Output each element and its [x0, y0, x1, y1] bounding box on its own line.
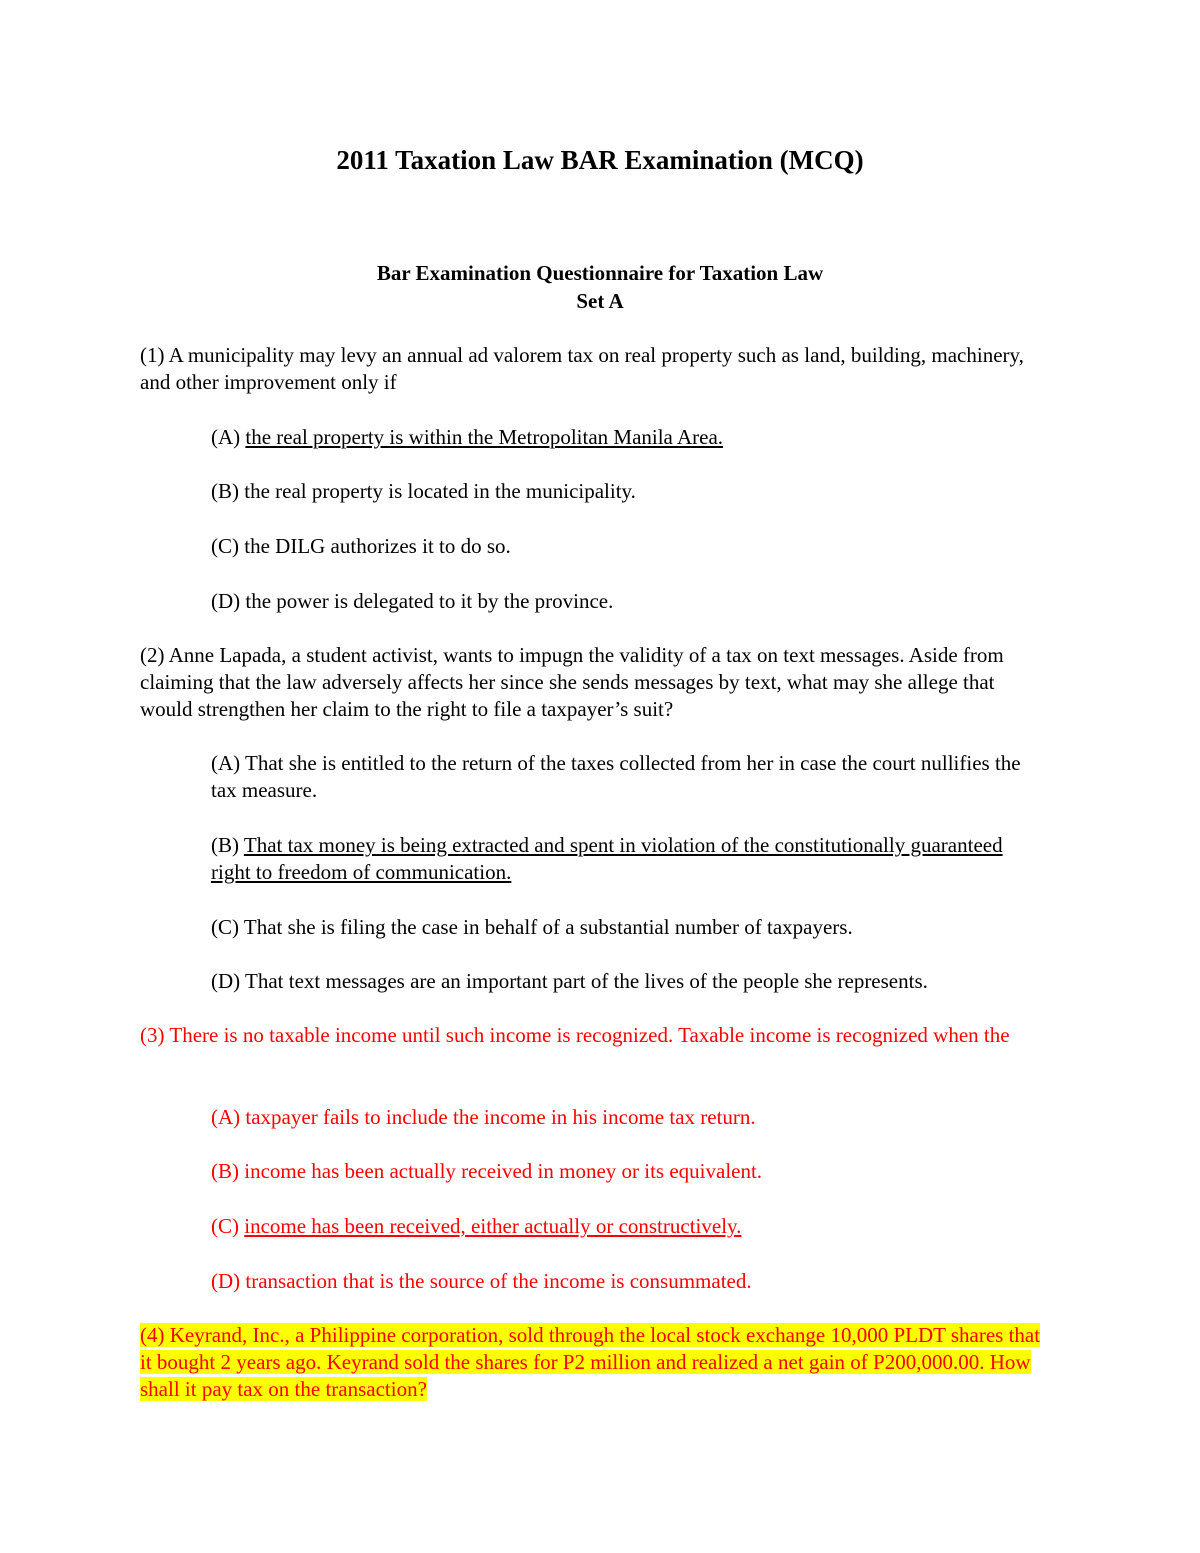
option-text: That she is entitled to the return of the taxes collected from her in case the court nullifies the tax measure.	[211, 751, 1021, 802]
question-number: (2)	[140, 643, 165, 667]
option-letter: (C)	[211, 1214, 239, 1238]
subtitle-line-1: Bar Examination Questionnaire for Taxation Law	[376, 261, 824, 285]
question-text: There is no taxable income until such income is recognized. Taxable income is recognized when the	[169, 1023, 1010, 1047]
option-letter: (C)	[211, 915, 239, 939]
option-letter: (A)	[211, 1105, 241, 1129]
q3-option-c	[211, 1213, 1041, 1240]
document-subtitle	[0, 259, 1200, 315]
q3-option-a	[211, 1104, 1041, 1131]
question-text: Anne Lapada, a student activist, wants to impugn the validity of a tax on text messages. Aside from claiming that the law adversely affects her since she sends messages by text, what may she allege that would strengthen her claim to the right to file a taxpayer’s suit?	[140, 643, 1004, 721]
option-text-underlined: That tax money is being extracted and spent in violation of the constitutionally guaranteed right to freedom of communication.	[211, 833, 1003, 884]
option-letter: (A)	[211, 425, 241, 449]
option-letter: (B)	[211, 1159, 239, 1183]
q2-option-a	[211, 750, 1041, 804]
question-1	[140, 342, 1050, 396]
question-text: Keyrand, Inc., a Philippine corporation, sold through the local stock exchange 10,000 PLDT shares that it bought 2 years ago. Keyrand sold the shares for P2 million and realized a net gain of P200,000.00. How shall it pay tax on the transaction?	[140, 1323, 1041, 1401]
option-letter: (A)	[211, 751, 241, 775]
question-text: A municipality may levy an annual ad valorem tax on real property such as land, building, machinery, and other improvement only if	[140, 343, 1024, 394]
question-4	[140, 1322, 1050, 1403]
q1-option-b	[211, 478, 1041, 505]
question-number: (4)	[140, 1323, 165, 1347]
option-text: That text messages are an important part of the lives of the people she represents.	[245, 969, 928, 993]
option-text: transaction that is the source of the income is consummated.	[245, 1269, 752, 1293]
option-text: the power is delegated to it by the province.	[245, 589, 614, 613]
option-text: That she is filing the case in behalf of a substantial number of taxpayers.	[243, 915, 853, 939]
question-number: (1)	[140, 343, 165, 367]
q3-option-d	[211, 1268, 1041, 1295]
q2-option-d	[211, 968, 1041, 995]
option-text: the DILG authorizes it to do so.	[244, 534, 511, 558]
option-letter: (B)	[211, 833, 239, 857]
q3-option-b	[211, 1158, 1041, 1185]
q1-option-a	[211, 424, 1041, 451]
option-text: taxpayer fails to include the income in his income tax return.	[245, 1105, 756, 1129]
option-text-underlined: income has been received, either actually or constructively.	[244, 1214, 742, 1238]
option-letter: (D)	[211, 969, 241, 993]
option-text-underlined: the real property is within the Metropolitan Manila Area.	[245, 425, 724, 449]
q1-option-c	[211, 533, 1041, 560]
option-text: the real property is located in the municipality.	[244, 479, 636, 503]
option-letter: (D)	[211, 589, 241, 613]
q2-option-b	[211, 832, 1041, 886]
document-title: 2011 Taxation Law BAR Examination (MCQ)	[336, 145, 864, 175]
q1-option-d	[211, 588, 1041, 615]
option-letter: (B)	[211, 479, 239, 503]
question-number: (3)	[140, 1023, 165, 1047]
subtitle-line-2: Set A	[576, 289, 624, 313]
option-text: income has been actually received in money or its equivalent.	[244, 1159, 763, 1183]
question-2	[140, 642, 1050, 723]
option-letter: (D)	[211, 1269, 241, 1293]
question-3	[140, 1022, 1050, 1049]
q2-option-c	[211, 914, 1041, 941]
option-letter: (C)	[211, 534, 239, 558]
